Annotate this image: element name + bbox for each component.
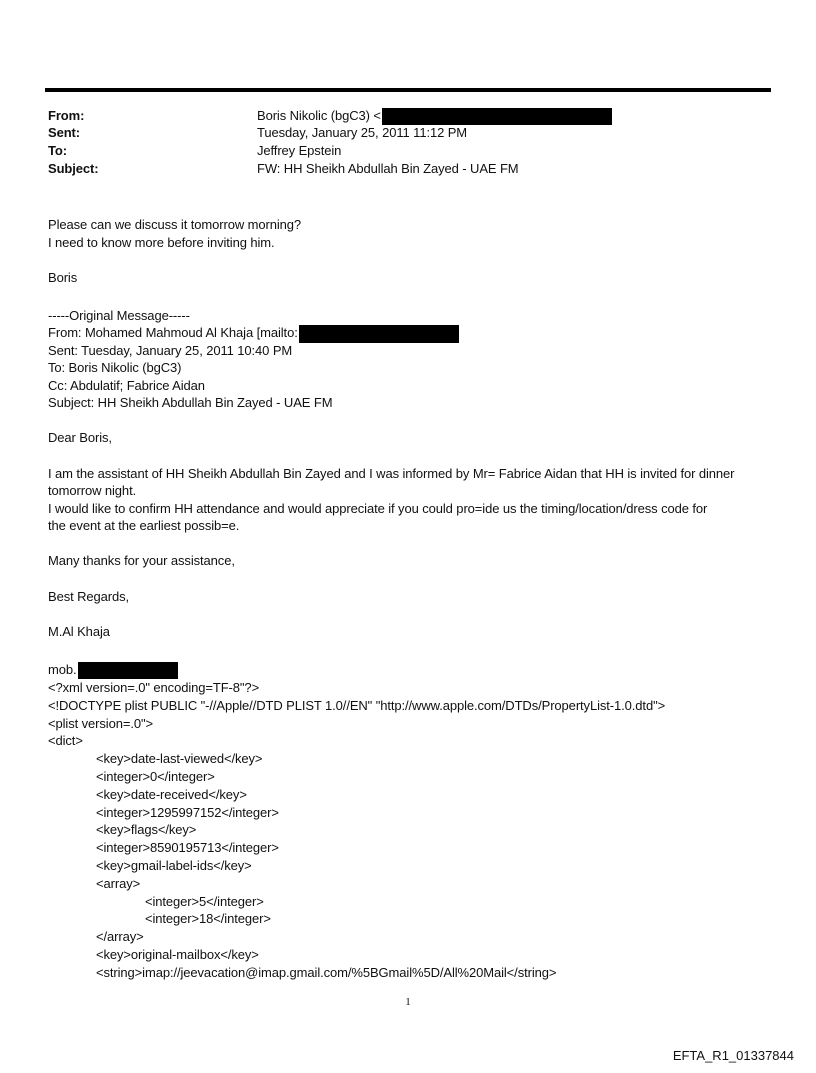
original-cc: Cc: Abdulatif; Fabrice Aidan	[48, 378, 205, 393]
plist-line: <dict>	[48, 733, 83, 749]
to-value: Jeffrey Epstein	[257, 143, 342, 158]
original-from-line	[48, 325, 459, 343]
header-rule	[45, 88, 771, 92]
plist-line: <key>date-received</key>	[96, 786, 247, 802]
plist-line: <integer>18</integer>	[145, 911, 271, 927]
plist-line: <integer>5</integer>	[145, 893, 264, 909]
body-line: I would like to confirm HH attendance and would appreciate if you could pro=ide us the timing/location/dress code for	[48, 501, 708, 516]
sender-name: M.Al Khaja	[48, 624, 110, 639]
bates-number: EFTA_R1_01337844	[672, 1048, 794, 1063]
plist-line: <string>imap://jeevacation@imap.gmail.com/%5BGmail%5D/All%20Mail</string>	[96, 964, 557, 980]
original-to: To: Boris Nikolic (bgC3)	[48, 360, 182, 375]
redaction-box	[78, 662, 178, 679]
plist-line: <plist version=.0">	[48, 715, 153, 731]
redaction-box	[299, 325, 459, 343]
reply-line: Please can we discuss it tomorrow morning?	[48, 217, 302, 232]
sent-label: Sent:	[48, 125, 81, 140]
body-line: I am the assistant of HH Sheikh Abdullah Bin Zayed and I was informed by Mr= Fabrice Aidan that HH is invited for dinner	[48, 466, 735, 481]
original-from: From: Mohamed Mahmoud Al Khaja [mailto:	[48, 325, 298, 340]
sent-value: Tuesday, January 25, 2011 11:12 PM	[257, 125, 468, 140]
plist-line: <key>gmail-label-ids</key>	[96, 858, 252, 873]
plist-line: <integer>0</integer>	[96, 769, 215, 784]
from-value: Boris Nikolic (bgC3) <	[257, 108, 381, 123]
plist-line: </array>	[96, 929, 144, 945]
plist-line: <key>date-last-viewed</key>	[96, 751, 263, 767]
original-subject: Subject: HH Sheikh Abdullah Bin Zayed - UAE FM	[48, 395, 333, 410]
regards-line: Best Regards,	[48, 589, 130, 604]
plist-line: <integer>1295997152</integer>	[96, 804, 279, 820]
plist-line: <integer>8590195713</integer>	[96, 840, 279, 856]
reply-signature: Boris	[48, 270, 78, 285]
plist-line: <array>	[96, 875, 141, 891]
mobile-label: mob.	[48, 662, 77, 677]
plist-line: <key>flags</key>	[96, 822, 197, 838]
plist-line: <!DOCTYPE plist PUBLIC "-//Apple//DTD PLIST 1.0//EN" "http://www.apple.com/DTDs/PropertyList-1.0.dtd">	[48, 697, 666, 713]
page-number: 1	[405, 996, 411, 1008]
body-line: tomorrow night.	[48, 483, 137, 498]
redaction-box	[382, 108, 612, 125]
from-label: From:	[48, 108, 85, 123]
plist-line: <?xml version=.0" encoding=TF-8"?>	[48, 680, 260, 695]
body-line: the event at the earliest possib=e.	[48, 518, 240, 533]
from-line	[257, 108, 612, 125]
reply-line: I need to know more before inviting him.	[48, 235, 275, 250]
thanks-line: Many thanks for your assistance,	[48, 553, 235, 568]
plist-line: <key>original-mailbox</key>	[96, 947, 259, 962]
mobile-line	[48, 662, 178, 679]
subject-label: Subject:	[48, 161, 99, 176]
subject-value: FW: HH Sheikh Abdullah Bin Zayed - UAE FM	[257, 161, 519, 176]
to-label: To:	[48, 143, 67, 158]
original-divider: -----Original Message-----	[48, 308, 190, 323]
original-sent: Sent: Tuesday, January 25, 2011 10:40 PM	[48, 343, 293, 358]
greeting: Dear Boris,	[48, 430, 112, 445]
